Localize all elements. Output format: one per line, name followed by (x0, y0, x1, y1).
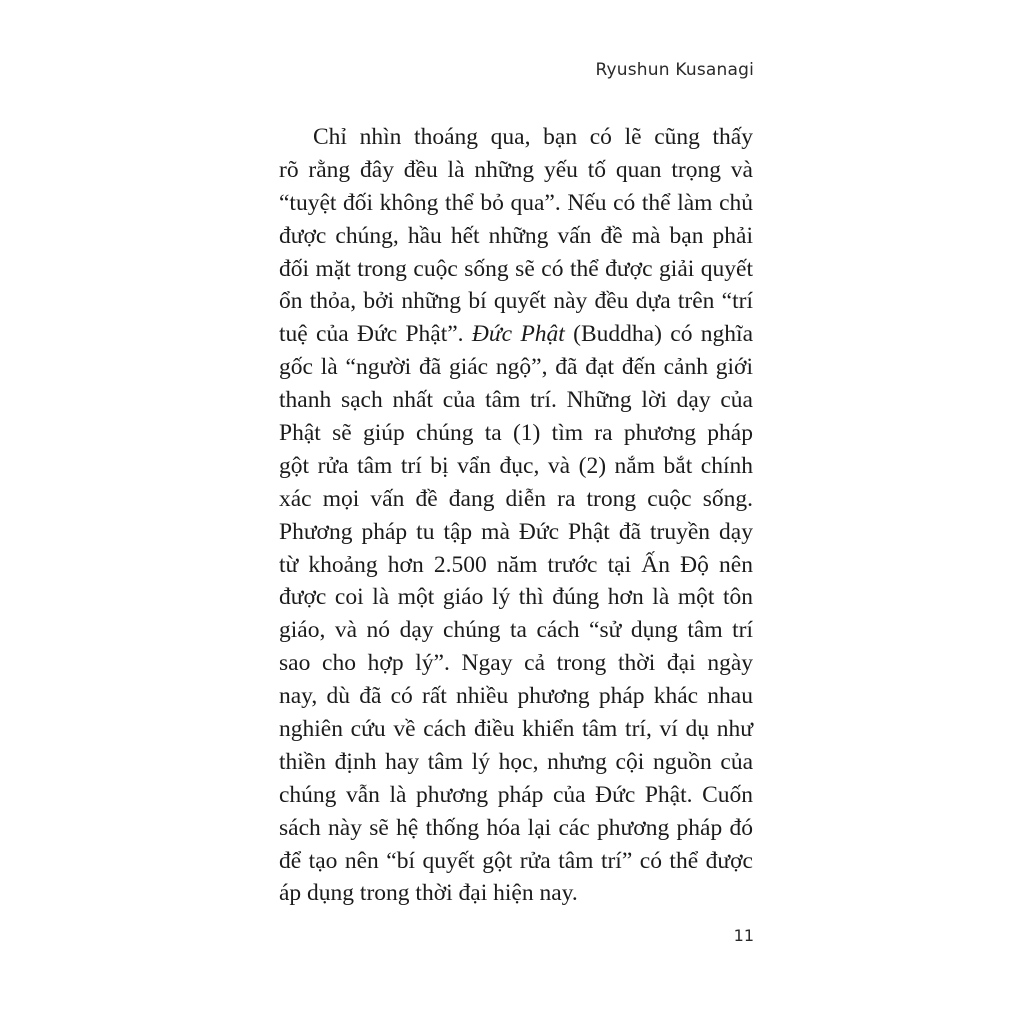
running-head-author: Ryushun Kusanagi (595, 60, 754, 80)
text-line: nay, dù đã có rất nhiều phương pháp khác nhau (279, 683, 753, 710)
text-segment: (Buddha) có nghĩa (564, 321, 753, 348)
text-segment: tuệ của Đức Phật”. (279, 321, 472, 348)
text-line: xác mọi vấn đề đang diễn ra trong cuộc sống. (279, 485, 753, 512)
text-line: sao cho hợp lý”. Ngay cả trong thời đại ngày (279, 650, 753, 677)
body-paragraph (279, 121, 753, 910)
text-line: nghiên cứu về cách điều khiển tâm trí, ví dụ như (279, 716, 753, 743)
text-line: thanh sạch nhất của tâm trí. Những lời dạy của (279, 387, 753, 414)
text-line: gốc là “người đã giác ngộ”, đã đạt đến cảnh giới (279, 354, 753, 381)
text-line: thiền định hay tâm lý học, nhưng cội nguồn của (279, 748, 753, 775)
text-line: được chúng, hầu hết những vấn đề mà bạn phải (279, 222, 753, 249)
text-line: Phương pháp tu tập mà Đức Phật đã truyền dạy (279, 518, 753, 545)
text-line: sách này sẽ hệ thống hóa lại các phương pháp đó (279, 814, 753, 841)
italic-term: Đức Phật (471, 321, 565, 348)
text-line: được coi là một giáo lý thì đúng hơn là một tôn (279, 584, 753, 611)
text-line: áp dụng trong thời đại hiện nay. (279, 880, 578, 907)
page-number: 11 (733, 926, 754, 945)
text-line (279, 318, 753, 351)
text-line: từ khoảng hơn 2.500 năm trước tại Ấn Độ nên (279, 551, 753, 578)
text-line: “tuyệt đối không thể bỏ qua”. Nếu có thể làm chủ (279, 189, 753, 216)
text-line: chúng vẫn là phương pháp của Đức Phật. Cuốn (279, 781, 753, 808)
text-line: giáo, và nó dạy chúng ta cách “sử dụng tâm trí (279, 617, 753, 644)
text-line: Phật sẽ giúp chúng ta (1) tìm ra phương pháp (279, 420, 753, 447)
text-line: đối mặt trong cuộc sống sẽ có thể được giải quyết (279, 255, 753, 282)
text-line: gột rửa tâm trí bị vẩn đục, và (2) nắm bắt chính (279, 452, 753, 479)
text-line: rõ rằng đây đều là những yếu tố quan trọng và (279, 156, 753, 183)
text-line: để tạo nên “bí quyết gột rửa tâm trí” có thể được (279, 847, 753, 874)
text-line: ổn thỏa, bởi những bí quyết này đều dựa trên “trí (279, 288, 753, 315)
text-line: Chỉ nhìn thoáng qua, bạn có lẽ cũng thấy (313, 124, 753, 150)
